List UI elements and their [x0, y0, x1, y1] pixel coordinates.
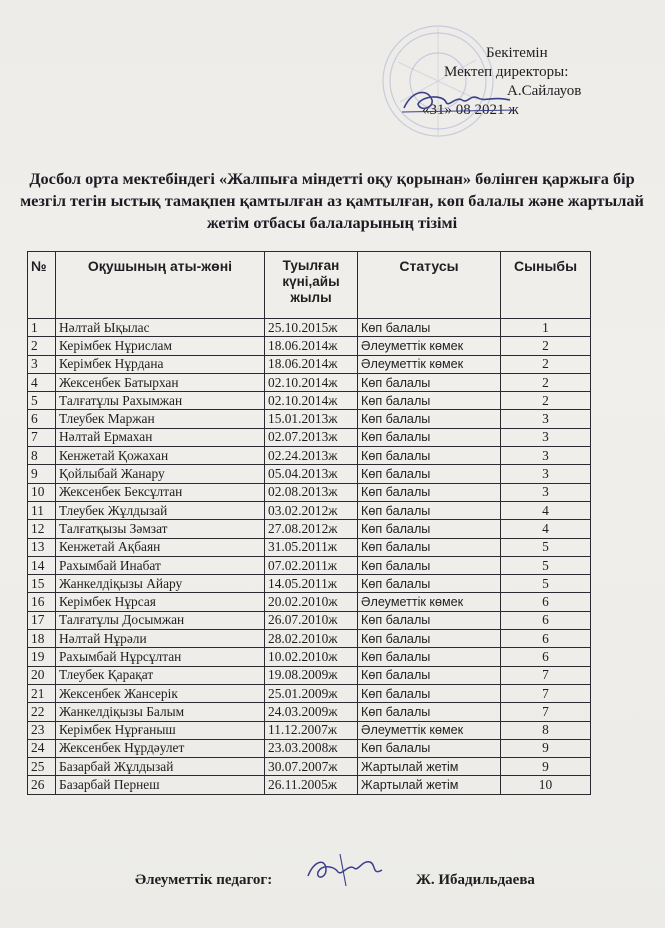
status-cell: Әлеуметтік көмек	[358, 593, 501, 611]
status-cell: Көп балалы	[358, 373, 501, 391]
status-cell: Көп балалы	[358, 684, 501, 702]
student-name-cell: Нәлтай Ықылас	[56, 319, 265, 337]
birth-date-cell: 07.02.2011ж	[265, 556, 358, 574]
table-header-row	[28, 252, 591, 319]
grade-cell: 3	[501, 465, 591, 483]
table-row	[28, 593, 591, 611]
row-number-cell: 15	[28, 575, 56, 593]
row-number-cell: 1	[28, 319, 56, 337]
grade-cell: 3	[501, 483, 591, 501]
row-number-cell: 17	[28, 611, 56, 629]
birth-date-cell: 03.02.2012ж	[265, 501, 358, 519]
student-name-cell: Керімбек Нұрсая	[56, 593, 265, 611]
row-number-cell: 6	[28, 410, 56, 428]
status-cell: Көп балалы	[358, 739, 501, 757]
grade-cell: 9	[501, 758, 591, 776]
row-number-cell: 12	[28, 520, 56, 538]
status-cell: Көп балалы	[358, 410, 501, 428]
students-table	[27, 251, 591, 795]
pedagogue-signature	[300, 846, 390, 892]
row-number-cell: 11	[28, 501, 56, 519]
birth-date-cell: 18.06.2014ж	[265, 337, 358, 355]
table-row	[28, 538, 591, 556]
grade-cell: 10	[501, 776, 591, 794]
row-number-cell: 16	[28, 593, 56, 611]
student-name-cell: Тлеубек Маржан	[56, 410, 265, 428]
status-cell: Көп балалы	[358, 392, 501, 410]
grade-cell: 8	[501, 721, 591, 739]
table-row	[28, 739, 591, 757]
table-row	[28, 483, 591, 501]
status-cell: Әлеуметтік көмек	[358, 337, 501, 355]
student-name-cell: Талғатұлы Досымжан	[56, 611, 265, 629]
row-number-cell: 5	[28, 392, 56, 410]
birth-date-cell: 02.08.2013ж	[265, 483, 358, 501]
status-cell: Көп балалы	[358, 447, 501, 465]
approval-position: Мектеп директоры:	[444, 64, 569, 80]
grade-cell: 7	[501, 703, 591, 721]
table-row	[28, 703, 591, 721]
table-row	[28, 319, 591, 337]
student-name-cell: Рахымбай Нұрсұлтан	[56, 648, 265, 666]
table-row	[28, 630, 591, 648]
student-name-cell: Рахымбай Инабат	[56, 556, 265, 574]
grade-cell: 9	[501, 739, 591, 757]
grade-cell: 3	[501, 428, 591, 446]
grade-cell: 1	[501, 319, 591, 337]
birth-date-cell: 28.02.2010ж	[265, 630, 358, 648]
row-number-cell: 10	[28, 483, 56, 501]
status-cell: Көп балалы	[358, 520, 501, 538]
grade-cell: 6	[501, 593, 591, 611]
approval-date: «31» 08 2021 ж	[422, 102, 519, 118]
row-number-cell: 7	[28, 428, 56, 446]
status-cell: Көп балалы	[358, 630, 501, 648]
row-number-cell: 22	[28, 703, 56, 721]
grade-cell: 2	[501, 355, 591, 373]
row-number-cell: 21	[28, 684, 56, 702]
approval-heading: Бекітемін	[486, 45, 548, 61]
grade-cell: 4	[501, 520, 591, 538]
birth-date-cell: 27.08.2012ж	[265, 520, 358, 538]
social-pedagogue-label: Әлеуметтік педагог:	[135, 872, 273, 888]
row-number-cell: 4	[28, 373, 56, 391]
table-row	[28, 465, 591, 483]
table-row	[28, 410, 591, 428]
row-number-cell: 3	[28, 355, 56, 373]
document-title: Досбол орта мектебіндегі «Жалпыға міндетті оқу қорынан» бөлінген қаржыға бір мезгіл тегін ыстық тамақпен қамтылған аз қамтылған, көп балалы және жартылай жетім отбасы балаларының тізімі	[20, 169, 644, 232]
table-row	[28, 556, 591, 574]
status-cell: Көп балалы	[358, 319, 501, 337]
grade-cell: 6	[501, 630, 591, 648]
student-name-cell: Кенжетай Қожахан	[56, 447, 265, 465]
student-name-cell: Жексенбек Нұрдәулет	[56, 739, 265, 757]
birth-date-cell: 02.07.2013ж	[265, 428, 358, 446]
student-name-cell: Нәлтай Нұрәли	[56, 630, 265, 648]
grade-cell: 2	[501, 337, 591, 355]
table-row	[28, 520, 591, 538]
student-name-cell: Кенжетай Ақбаян	[56, 538, 265, 556]
row-number-cell: 26	[28, 776, 56, 794]
row-number-cell: 8	[28, 447, 56, 465]
grade-cell: 3	[501, 447, 591, 465]
header-birth-date: Туылған күні,айы жылы	[265, 252, 358, 319]
status-cell: Көп балалы	[358, 611, 501, 629]
status-cell: Көп балалы	[358, 666, 501, 684]
grade-cell: 5	[501, 556, 591, 574]
grade-cell: 4	[501, 501, 591, 519]
status-cell: Көп балалы	[358, 538, 501, 556]
table-row	[28, 428, 591, 446]
row-number-cell: 24	[28, 739, 56, 757]
table-row	[28, 355, 591, 373]
status-cell: Көп балалы	[358, 556, 501, 574]
table-row	[28, 666, 591, 684]
birth-date-cell: 02.24.2013ж	[265, 447, 358, 465]
status-cell: Көп балалы	[358, 575, 501, 593]
student-name-cell: Базарбай Жұлдызай	[56, 758, 265, 776]
birth-date-cell: 11.12.2007ж	[265, 721, 358, 739]
birth-date-cell: 30.07.2007ж	[265, 758, 358, 776]
table-row	[28, 575, 591, 593]
student-name-cell: Тлеубек Қарақат	[56, 666, 265, 684]
status-cell: Көп балалы	[358, 465, 501, 483]
birth-date-cell: 05.04.2013ж	[265, 465, 358, 483]
table-row	[28, 684, 591, 702]
status-cell: Әлеуметтік көмек	[358, 721, 501, 739]
birth-date-cell: 19.08.2009ж	[265, 666, 358, 684]
birth-date-cell: 20.02.2010ж	[265, 593, 358, 611]
table-row	[28, 501, 591, 519]
table-row	[28, 776, 591, 794]
birth-date-cell: 10.02.2010ж	[265, 648, 358, 666]
header-status: Статусы	[358, 252, 501, 319]
row-number-cell: 14	[28, 556, 56, 574]
student-name-cell: Тлеубек Жұлдызай	[56, 501, 265, 519]
birth-date-cell: 15.01.2013ж	[265, 410, 358, 428]
student-name-cell: Қойлыбай Жанару	[56, 465, 265, 483]
approval-director-name: А.Сайлауов	[507, 83, 582, 99]
status-cell: Көп балалы	[358, 428, 501, 446]
table-row	[28, 758, 591, 776]
grade-cell: 7	[501, 684, 591, 702]
student-name-cell: Жексенбек Бексұлтан	[56, 483, 265, 501]
status-cell: Жартылай жетім	[358, 776, 501, 794]
row-number-cell: 9	[28, 465, 56, 483]
header-grade: Сыныбы	[501, 252, 591, 319]
status-cell: Әлеуметтік көмек	[358, 355, 501, 373]
row-number-cell: 25	[28, 758, 56, 776]
status-cell: Көп балалы	[358, 501, 501, 519]
grade-cell: 5	[501, 575, 591, 593]
table-row	[28, 447, 591, 465]
row-number-cell: 13	[28, 538, 56, 556]
birth-date-cell: 14.05.2011ж	[265, 575, 358, 593]
student-name-cell: Базарбай Пернеш	[56, 776, 265, 794]
status-cell: Жартылай жетім	[358, 758, 501, 776]
grade-cell: 6	[501, 611, 591, 629]
student-name-cell: Керімбек Нұрғаныш	[56, 721, 265, 739]
table-row	[28, 648, 591, 666]
birth-date-cell: 02.10.2014ж	[265, 392, 358, 410]
status-cell: Көп балалы	[358, 648, 501, 666]
birth-date-cell: 24.03.2009ж	[265, 703, 358, 721]
grade-cell: 2	[501, 392, 591, 410]
grade-cell: 7	[501, 666, 591, 684]
birth-date-cell: 23.03.2008ж	[265, 739, 358, 757]
table-row	[28, 721, 591, 739]
grade-cell: 5	[501, 538, 591, 556]
student-name-cell: Керімбек Нұрислам	[56, 337, 265, 355]
birth-date-cell: 25.01.2009ж	[265, 684, 358, 702]
table-row	[28, 373, 591, 391]
grade-cell: 6	[501, 648, 591, 666]
student-name-cell: Талғатұлы Рахымжан	[56, 392, 265, 410]
student-name-cell: Нәлтай Ермахан	[56, 428, 265, 446]
grade-cell: 2	[501, 373, 591, 391]
student-name-cell: Жанкелдіқызы Балым	[56, 703, 265, 721]
birth-date-cell: 25.10.2015ж	[265, 319, 358, 337]
birth-date-cell: 26.07.2010ж	[265, 611, 358, 629]
table-body	[28, 319, 591, 795]
table-row	[28, 392, 591, 410]
status-cell: Көп балалы	[358, 703, 501, 721]
student-name-cell: Керімбек Нұрдана	[56, 355, 265, 373]
student-name-cell: Жексенбек Батырхан	[56, 373, 265, 391]
birth-date-cell: 02.10.2014ж	[265, 373, 358, 391]
student-name-cell: Жанкелдіқызы Айару	[56, 575, 265, 593]
header-student-name: Оқушының аты-жөні	[56, 252, 265, 319]
birth-date-cell: 18.06.2014ж	[265, 355, 358, 373]
table-row	[28, 611, 591, 629]
row-number-cell: 20	[28, 666, 56, 684]
director-signature	[398, 82, 516, 124]
student-name-cell: Жексенбек Жансерік	[56, 684, 265, 702]
row-number-cell: 18	[28, 630, 56, 648]
grade-cell: 3	[501, 410, 591, 428]
social-pedagogue-name: Ж. Ибадильдаева	[416, 872, 535, 888]
row-number-cell: 23	[28, 721, 56, 739]
row-number-cell: 19	[28, 648, 56, 666]
student-name-cell: Талғатқызы Зәмзат	[56, 520, 265, 538]
header-number: №	[28, 252, 56, 319]
status-cell: Көп балалы	[358, 483, 501, 501]
birth-date-cell: 26.11.2005ж	[265, 776, 358, 794]
birth-date-cell: 31.05.2011ж	[265, 538, 358, 556]
row-number-cell: 2	[28, 337, 56, 355]
table-row	[28, 337, 591, 355]
